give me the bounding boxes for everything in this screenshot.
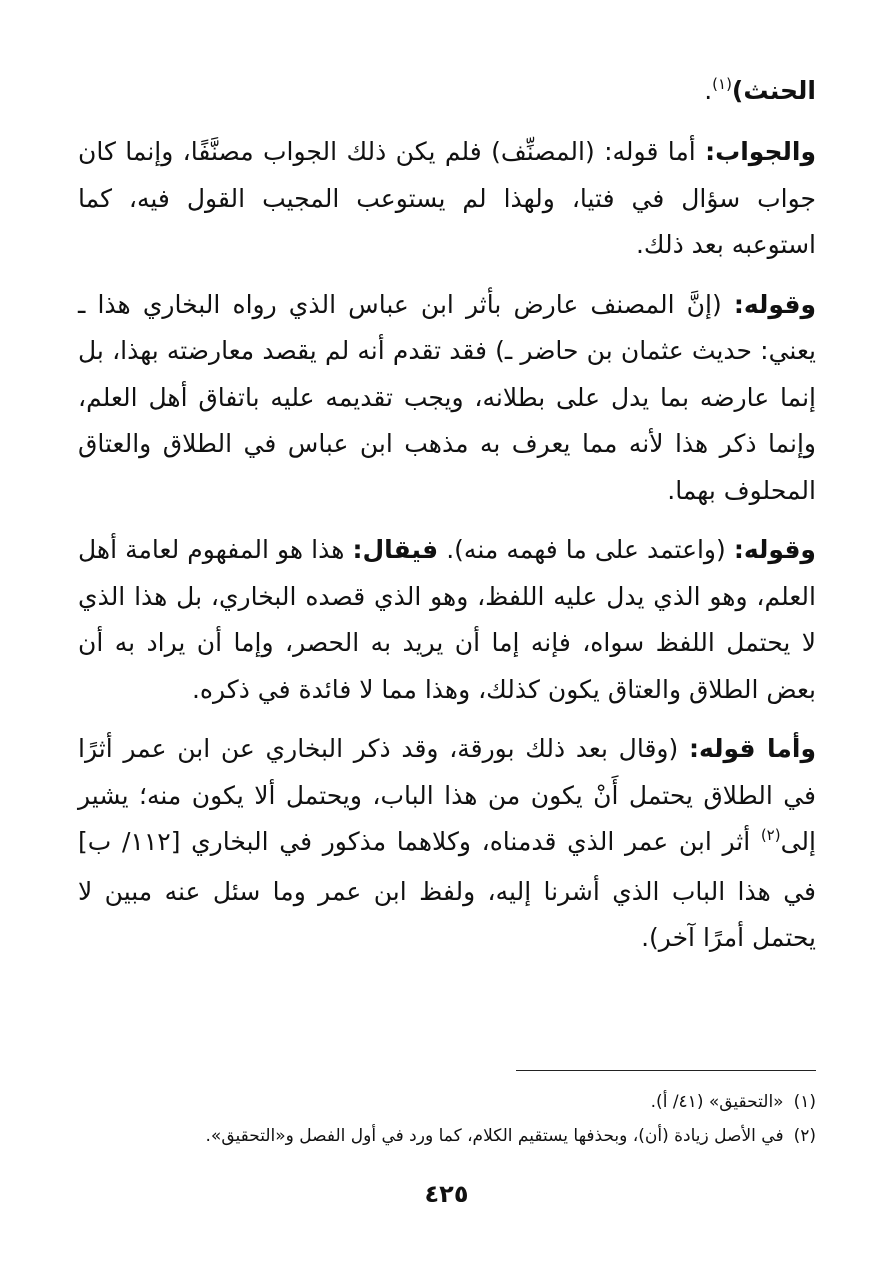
- paragraph-text: (واعتمد على ما فهمه منه).: [438, 535, 734, 564]
- page-number: ٤٢٥: [424, 1180, 469, 1208]
- paragraph-lead: والجواب:: [705, 137, 816, 166]
- main-text: [78, 68, 816, 975]
- paragraph-ibn-umar: [78, 726, 816, 962]
- paragraph-text: (إنَّ المصنف عارض بأثر ابن عباس الذي رواه البخاري هذا ـ يعني: حديث عثمان بن حاضر ـ) فقد تقدم أنه لم يقصد معارضته بهذا، بل إنما عارضه بما يدل على بطلانه، ويجب تقديمه عليه باتفاق أهل العلم، وإنما ذكر هذا لأنه مما يعرف به مذهب ابن عباس في الطلاق والعتاق المحلوف بهما.: [78, 289, 816, 505]
- footnotes: [78, 1070, 816, 1153]
- footnote-ref-2: (٢): [760, 826, 781, 844]
- paragraph-lead: وقوله:: [733, 535, 816, 564]
- paragraph-ibn-abbas: [78, 282, 816, 515]
- footnote-number: (٢): [793, 1126, 816, 1146]
- paragraph-text: هذا هو المفهوم لعامة أهل العلم، وهو الذي يدل عليه اللفظ، وهو الذي قصده البخاري، بل هذا الذي لا يحتمل اللفظ سواه، فإنه إما أن يريد به الحصر، وإما أن يراد به أن بعض الطلاق والعتاق يكون كذلك، وهذا مما لا فائدة في ذكره.: [78, 535, 816, 704]
- paragraph-lead: وقوله:: [733, 289, 816, 319]
- footnote-number: (١): [793, 1092, 816, 1112]
- paragraph-text: أثر ابن عمر الذي قدمناه، وكلاهما مذكور في البخاري [١١٢/ ب] في هذا الباب الذي أشرنا إليه، ولفظ ابن عمر وما سئل عنه مبين لا يحتمل أمرًا آخر).: [78, 827, 816, 952]
- footnote-ref-1: (١): [712, 75, 732, 93]
- continuation-end: .: [704, 76, 713, 105]
- paragraph-lead: وأما قوله:: [688, 734, 816, 763]
- continuation-text: الحنث): [731, 76, 816, 105]
- paragraph-text: أما قوله: (المصنِّف) فلم يكن ذلك الجواب مصنَّفًا، وإنما كان جواب سؤال في فتيا، ولهذا لم يستوعب المجيب القول فيه، كما استوعبه بعد ذلك.: [78, 137, 816, 259]
- paragraph-text: (وقال بعد ذلك بورقة، وقد ذكر البخاري عن ابن عمر أثرًا في الطلاق يحتمل أَنْ يكون من هذا الباب، ويحتمل ألا يكون منه؛ يشير إلى: [78, 734, 816, 856]
- footnote-2: [78, 1119, 816, 1153]
- paragraph-lead-secondary: فيقال:: [352, 535, 439, 564]
- footnote-text: في الأصل زيادة (أن)، وبحذفها يستقيم الكلام، كما ورد في أول الفصل و«التحقيق».: [205, 1126, 784, 1146]
- footnote-text: «التحقيق» (٤١/ أ).: [650, 1092, 784, 1112]
- footnote-1: [78, 1085, 816, 1119]
- paragraph-answer: [78, 129, 816, 269]
- footnote-divider: [516, 1070, 816, 1071]
- continuation-line: [78, 68, 816, 117]
- paragraph-understanding: [78, 527, 816, 713]
